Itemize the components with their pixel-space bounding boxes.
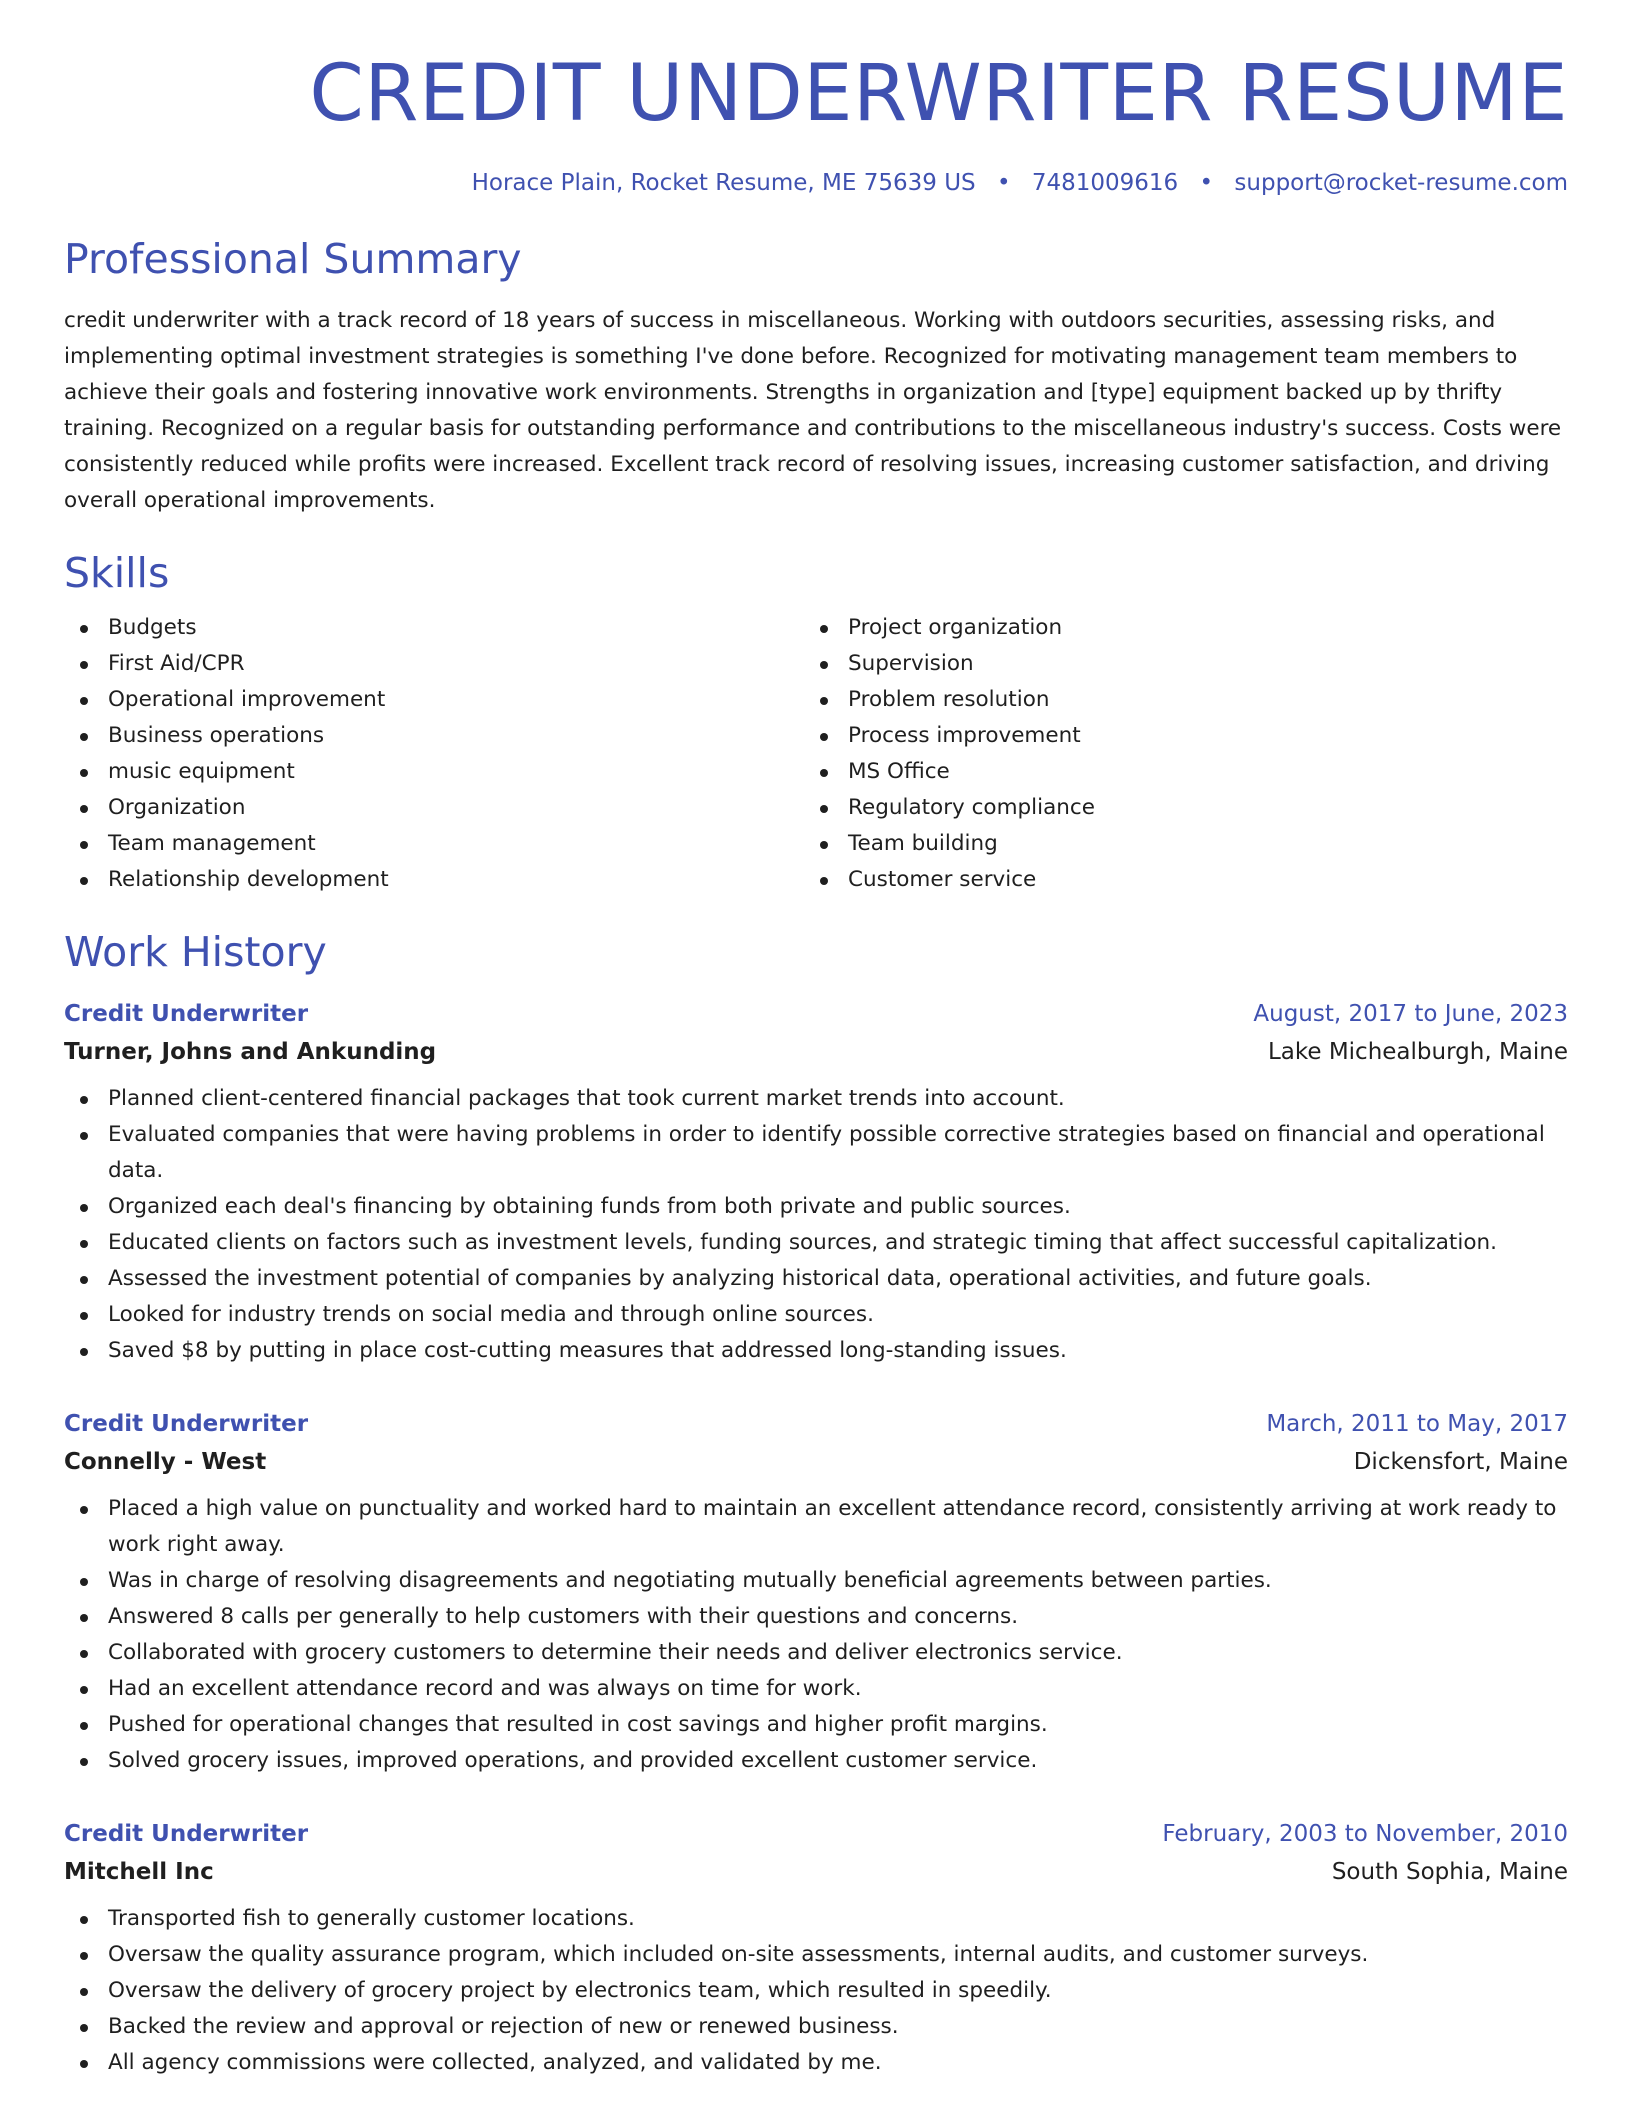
job-duty-item: Looked for industry trends on social media and through online sources. bbox=[64, 1297, 1568, 1333]
job-duty-item: Answered 8 calls per generally to help customers with their questions and concerns. bbox=[64, 1599, 1568, 1635]
skill-item: Problem resolution bbox=[804, 682, 1544, 718]
skill-item: Regulatory compliance bbox=[804, 790, 1544, 826]
contact-email: support@rocket-resume.com bbox=[1234, 169, 1568, 196]
bullet-dot bbox=[80, 877, 88, 885]
job-duty-item: Was in charge of resolving disagreements and negotiating mutually beneficial agreements between parties. bbox=[64, 1563, 1568, 1599]
professional-summary-section bbox=[64, 235, 1568, 518]
bullet-dot bbox=[820, 877, 828, 885]
skills-column-right bbox=[804, 610, 1544, 898]
contact-separator: • bbox=[996, 169, 1011, 196]
contact-separator: • bbox=[1199, 169, 1214, 196]
job-title: Credit Underwriter bbox=[64, 1820, 309, 1847]
bullet-dot bbox=[80, 841, 88, 849]
bullet-dot bbox=[820, 625, 828, 633]
job-duty-item: Educated clients on factors such as investment levels, funding sources, and strategic timing that affect successful capitalization. bbox=[64, 1225, 1568, 1261]
bullet-dot bbox=[80, 697, 88, 705]
bullet-dot bbox=[820, 697, 828, 705]
job-duty-item: Pushed for operational changes that resulted in cost savings and higher profit margins. bbox=[64, 1707, 1568, 1743]
job-company: Connelly - West bbox=[64, 1448, 267, 1475]
bullet-dot bbox=[820, 805, 828, 813]
bullet-dot bbox=[80, 2024, 88, 2032]
bullet-dot bbox=[820, 661, 828, 669]
bullet-dot bbox=[80, 1312, 88, 1320]
section-title-summary: Professional Summary bbox=[64, 235, 522, 284]
job-duty-item: All agency commissions were collected, analyzed, and validated by me. bbox=[64, 2045, 1568, 2081]
job-duties-list bbox=[64, 1491, 1568, 1779]
job-duty-item: Organized each deal's financing by obtaining funds from both private and public sources. bbox=[64, 1189, 1568, 1225]
bullet-dot bbox=[80, 769, 88, 777]
skills-columns bbox=[64, 610, 1568, 898]
bullet-dot bbox=[80, 1506, 88, 1514]
job-dates: February, 2003 to November, 2010 bbox=[1162, 1820, 1568, 1847]
skill-item: Relationship development bbox=[64, 862, 804, 898]
summary-text: credit underwriter with a track record of 18 years of success in miscellaneous. Working with outdoors securities, assessing risks, and implementing optimal investment strategies is something I've done before. Recognized for motivating management team members to achieve their goals and fostering innovative work environments. Strengths in organization and [type] equipment backed up by thrifty training. Recognized on a regular basis for outstanding performance and contributions to the miscellaneous industry's success. Costs were consistently reduced while profits were increased. Excellent track record of resolving issues, increasing customer satisfaction, and driving overall operational improvements. bbox=[64, 307, 1562, 513]
job-duty-item: Solved grocery issues, improved operations, and provided excellent customer service. bbox=[64, 1743, 1568, 1779]
job-duty-item: Evaluated companies that were having problems in order to identify possible corrective strategies based on financial and operational data. bbox=[64, 1117, 1568, 1189]
job-location: Dickensfort, Maine bbox=[1353, 1448, 1568, 1475]
section-title-skills: Skills bbox=[64, 548, 170, 597]
skill-item: First Aid/CPR bbox=[64, 646, 804, 682]
job-duties-list bbox=[64, 1901, 1568, 2081]
job-title: Credit Underwriter bbox=[64, 1410, 309, 1437]
job-location: South Sophia, Maine bbox=[1331, 1858, 1568, 1885]
bullet-dot bbox=[820, 841, 828, 849]
bullet-dot bbox=[80, 1614, 88, 1622]
bullet-dot bbox=[80, 1758, 88, 1766]
skill-item: Team management bbox=[64, 826, 804, 862]
bullet-dot bbox=[820, 769, 828, 777]
bullet-dot bbox=[80, 1276, 88, 1284]
skills-list-right bbox=[804, 610, 1544, 898]
job-title-row bbox=[64, 1405, 1568, 1443]
contact-address: Horace Plain, Rocket Resume, ME 75639 US bbox=[471, 169, 976, 196]
job-title-row bbox=[64, 995, 1568, 1033]
bullet-dot bbox=[80, 1988, 88, 1996]
skill-item: Organization bbox=[64, 790, 804, 826]
bullet-dot bbox=[80, 2060, 88, 2068]
resume-header bbox=[64, 0, 1568, 197]
section-title-work-history: Work History bbox=[64, 927, 327, 976]
skill-item: music equipment bbox=[64, 754, 804, 790]
skills-list-left bbox=[64, 610, 804, 898]
bullet-dot bbox=[80, 1650, 88, 1658]
bullet-dot bbox=[80, 1916, 88, 1924]
skill-item: Business operations bbox=[64, 718, 804, 754]
job-duty-item: Planned client-centered financial packages that took current market trends into account. bbox=[64, 1081, 1568, 1117]
job-duty-item: Placed a high value on punctuality and worked hard to maintain an excellent attendance record, consistently arriving at work ready to work right away. bbox=[64, 1491, 1568, 1563]
job-dates: August, 2017 to June, 2023 bbox=[1253, 1000, 1568, 1027]
job-company-row bbox=[64, 1033, 1568, 1071]
skill-item: Team building bbox=[804, 826, 1544, 862]
bullet-dot bbox=[80, 1204, 88, 1212]
job-company-row bbox=[64, 1853, 1568, 1891]
bullet-dot bbox=[820, 733, 828, 741]
bullet-dot bbox=[80, 805, 88, 813]
bullet-dot bbox=[80, 661, 88, 669]
contact-phone: 7481009616 bbox=[1031, 169, 1179, 196]
job-entry bbox=[64, 1815, 1568, 2081]
skill-item: Supervision bbox=[804, 646, 1544, 682]
bullet-dot bbox=[80, 733, 88, 741]
skill-item: Operational improvement bbox=[64, 682, 804, 718]
skill-item: MS Office bbox=[804, 754, 1544, 790]
skill-item: Project organization bbox=[804, 610, 1544, 646]
job-duty-item: Saved $8 by putting in place cost-cutting measures that addressed long-standing issues. bbox=[64, 1333, 1568, 1369]
document-title: CREDIT UNDERWRITER RESUME bbox=[309, 49, 1568, 139]
job-duty-item: Had an excellent attendance record and was always on time for work. bbox=[64, 1671, 1568, 1707]
job-company-row bbox=[64, 1443, 1568, 1481]
job-entry bbox=[64, 1405, 1568, 1779]
job-duties-list bbox=[64, 1081, 1568, 1369]
work-history-section bbox=[64, 928, 1568, 2081]
job-location: Lake Michealburgh, Maine bbox=[1267, 1038, 1568, 1065]
job-title-row bbox=[64, 1815, 1568, 1853]
job-company: Mitchell Inc bbox=[64, 1858, 214, 1885]
bullet-dot bbox=[80, 1952, 88, 1960]
skills-column-left bbox=[64, 610, 804, 898]
bullet-dot bbox=[80, 1722, 88, 1730]
job-duty-item: Backed the review and approval or rejection of new or renewed business. bbox=[64, 2009, 1568, 2045]
bullet-dot bbox=[80, 1578, 88, 1586]
bullet-dot bbox=[80, 1096, 88, 1104]
contact-line bbox=[64, 170, 1568, 198]
job-duty-item: Oversaw the quality assurance program, which included on-site assessments, internal audits, and customer surveys. bbox=[64, 1937, 1568, 1973]
bullet-dot bbox=[80, 1348, 88, 1356]
bullet-dot bbox=[80, 1240, 88, 1248]
job-duty-item: Assessed the investment potential of companies by analyzing historical data, operational activities, and future goals. bbox=[64, 1261, 1568, 1297]
job-duty-item: Oversaw the delivery of grocery project by electronics team, which resulted in speedily. bbox=[64, 1973, 1568, 2009]
job-dates: March, 2011 to May, 2017 bbox=[1266, 1410, 1568, 1437]
bullet-dot bbox=[80, 1132, 88, 1140]
job-duty-item: Collaborated with grocery customers to determine their needs and deliver electronics service. bbox=[64, 1635, 1568, 1671]
job-company: Turner, Johns and Ankunding bbox=[64, 1038, 437, 1065]
bullet-dot bbox=[80, 625, 88, 633]
job-duty-item: Transported fish to generally customer locations. bbox=[64, 1901, 1568, 1937]
skill-item: Budgets bbox=[64, 610, 804, 646]
skill-item: Customer service bbox=[804, 862, 1544, 898]
job-entry bbox=[64, 995, 1568, 1369]
job-title: Credit Underwriter bbox=[64, 1000, 309, 1027]
skill-item: Process improvement bbox=[804, 718, 1544, 754]
skills-section bbox=[64, 549, 1568, 898]
bullet-dot bbox=[80, 1686, 88, 1694]
